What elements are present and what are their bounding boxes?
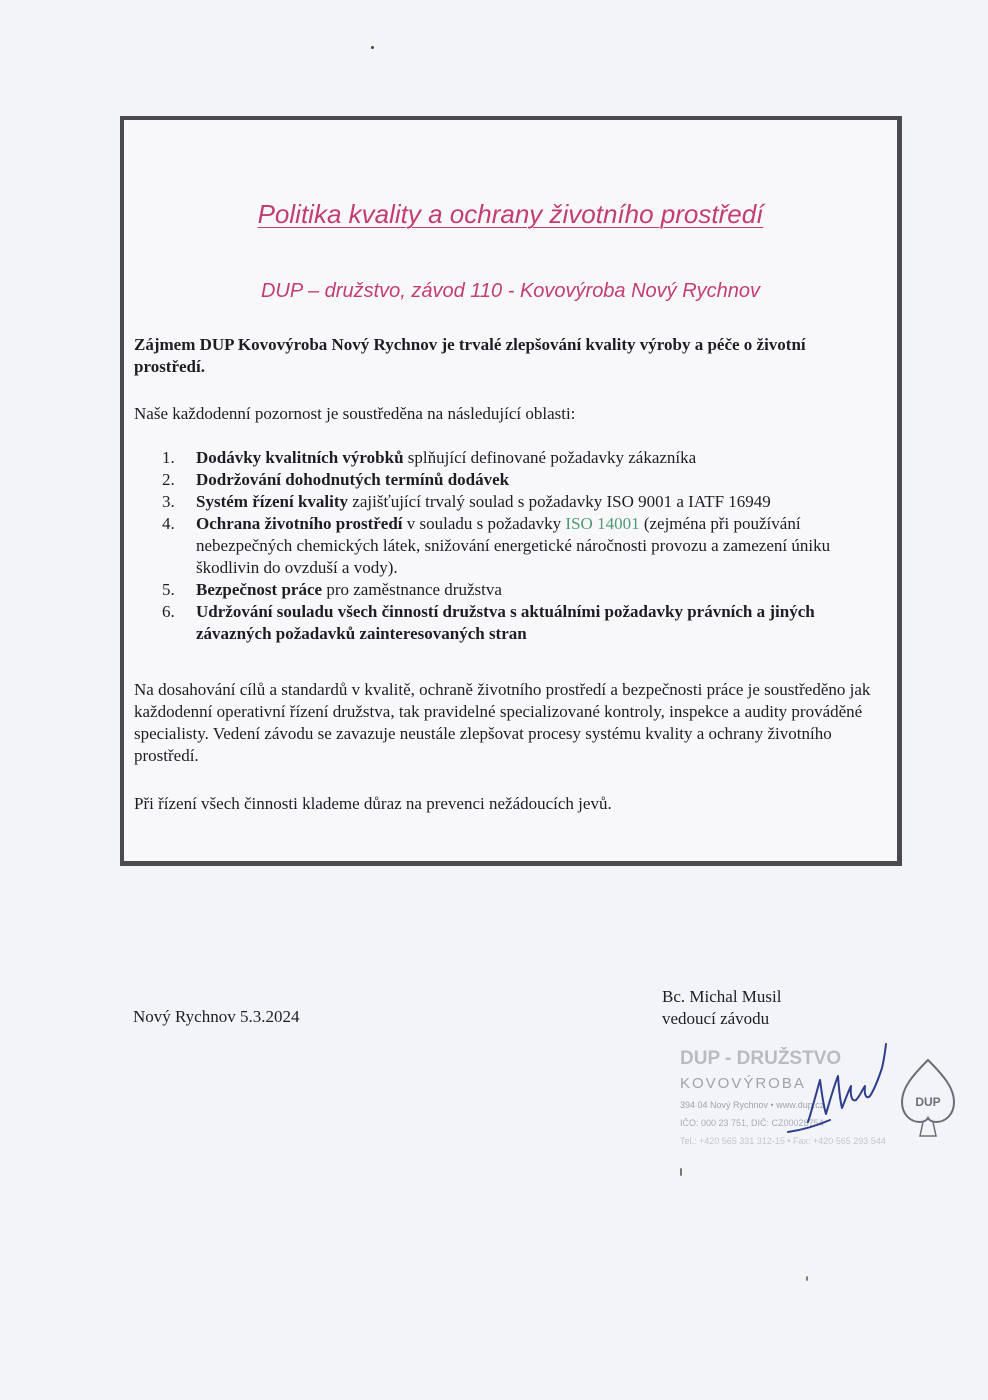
item-text: pro zaměstnance družstva bbox=[322, 580, 502, 599]
policy-frame bbox=[120, 116, 902, 866]
focus-area-item bbox=[162, 601, 881, 645]
prevention-paragraph: Při řízení všech činnosti klademe důraz na prevenci nežádoucích jevů. bbox=[134, 794, 612, 813]
item-text: zajišťující trvalý soulad s požadavky ISO 9001 a IATF 16949 bbox=[348, 492, 771, 511]
place-and-date: Nový Rychnov 5.3.2024 bbox=[133, 1007, 300, 1026]
focus-areas-list bbox=[162, 447, 881, 645]
intro-statement: Zájmem DUP Kovovýroba Nový Rychnov je trvalé zlepšování kvality výroby a péče o životní prostředí. bbox=[134, 335, 806, 376]
focus-lead: Naše každodenní pozornost je soustředěna na následující oblasti: bbox=[134, 404, 576, 423]
document-title: Politika kvality a ochrany životního prostředí bbox=[257, 199, 764, 229]
stamp-line-ids: IČO: 000 23 751, DIČ: CZ00028754 bbox=[680, 1118, 824, 1128]
stamp-line-address: 394 04 Nový Rychnov • www.dup.cz bbox=[680, 1100, 825, 1110]
item-heading: Udržování souladu všech činností družstva s aktuálními požadavky právních a jiných závazných požadavků zainteresovaných stran bbox=[196, 602, 815, 643]
document-subtitle: DUP – družstvo, závod 110 - Kovovýroba Nový Rychnov bbox=[260, 280, 761, 302]
company-stamp bbox=[676, 1040, 966, 1170]
logo-text: DUP bbox=[915, 1095, 941, 1109]
stamp-line-contact: Tel.: +420 565 331 312-15 • Fax: +420 565 293 544 bbox=[680, 1136, 886, 1146]
item-number: 2. bbox=[162, 470, 175, 489]
signature-block bbox=[662, 986, 781, 1030]
focus-area-item bbox=[162, 469, 881, 491]
stamp-line-company: DUP - DRUŽSTVO bbox=[680, 1048, 842, 1069]
signer-role: vedoucí závodu bbox=[662, 1009, 770, 1028]
iso-14001-reference: ISO 14001 bbox=[565, 514, 640, 533]
focus-area-item bbox=[162, 513, 881, 579]
item-text: v souladu s požadavky bbox=[402, 514, 566, 533]
focus-area-item bbox=[162, 447, 881, 469]
signer-name: Bc. Michal Musil bbox=[662, 987, 782, 1006]
item-text-continued: (zejména při používání nebezpečných chemických látek, snižování energetické náročnosti provozu a zamezení úniku škodlivin do ovzduší a vody). bbox=[196, 514, 831, 577]
scan-speck bbox=[680, 1168, 682, 1176]
commitment-paragraph: Na dosahování cílů a standardů v kvalitě, ochraně životního prostředí a bezpečnosti práce je soustředěno jak každodenní operativní řízení družstva, tak pravidelné specializované kontroly, inspekce a audity prováděné specialisty. Vedení závodu se zavazuje neustále zlepšovat procesy systému kvality a ochrany životního prostředí. bbox=[134, 680, 871, 765]
scan-speck bbox=[371, 46, 374, 49]
item-text: splňující definované požadavky zákazníka bbox=[403, 448, 697, 467]
item-number: 4. bbox=[162, 514, 175, 533]
item-heading: Dodržování dohodnutých termínů dodávek bbox=[196, 470, 510, 489]
item-number: 6. bbox=[162, 602, 175, 621]
focus-area-item bbox=[162, 491, 881, 513]
item-heading: Ochrana životního prostředí bbox=[196, 514, 403, 533]
item-heading: Bezpečnost práce bbox=[196, 580, 323, 599]
item-number: 5. bbox=[162, 580, 175, 599]
dup-logo-icon bbox=[902, 1060, 954, 1136]
item-number: 1. bbox=[162, 448, 175, 467]
scan-speck bbox=[806, 1276, 808, 1281]
item-heading: Dodávky kvalitních výrobků bbox=[196, 448, 404, 467]
focus-area-item bbox=[162, 579, 881, 601]
item-number: 3. bbox=[162, 492, 175, 511]
stamp-line-division: KOVOVÝROBA bbox=[680, 1075, 806, 1092]
item-heading: Systém řízení kvality bbox=[196, 492, 349, 511]
